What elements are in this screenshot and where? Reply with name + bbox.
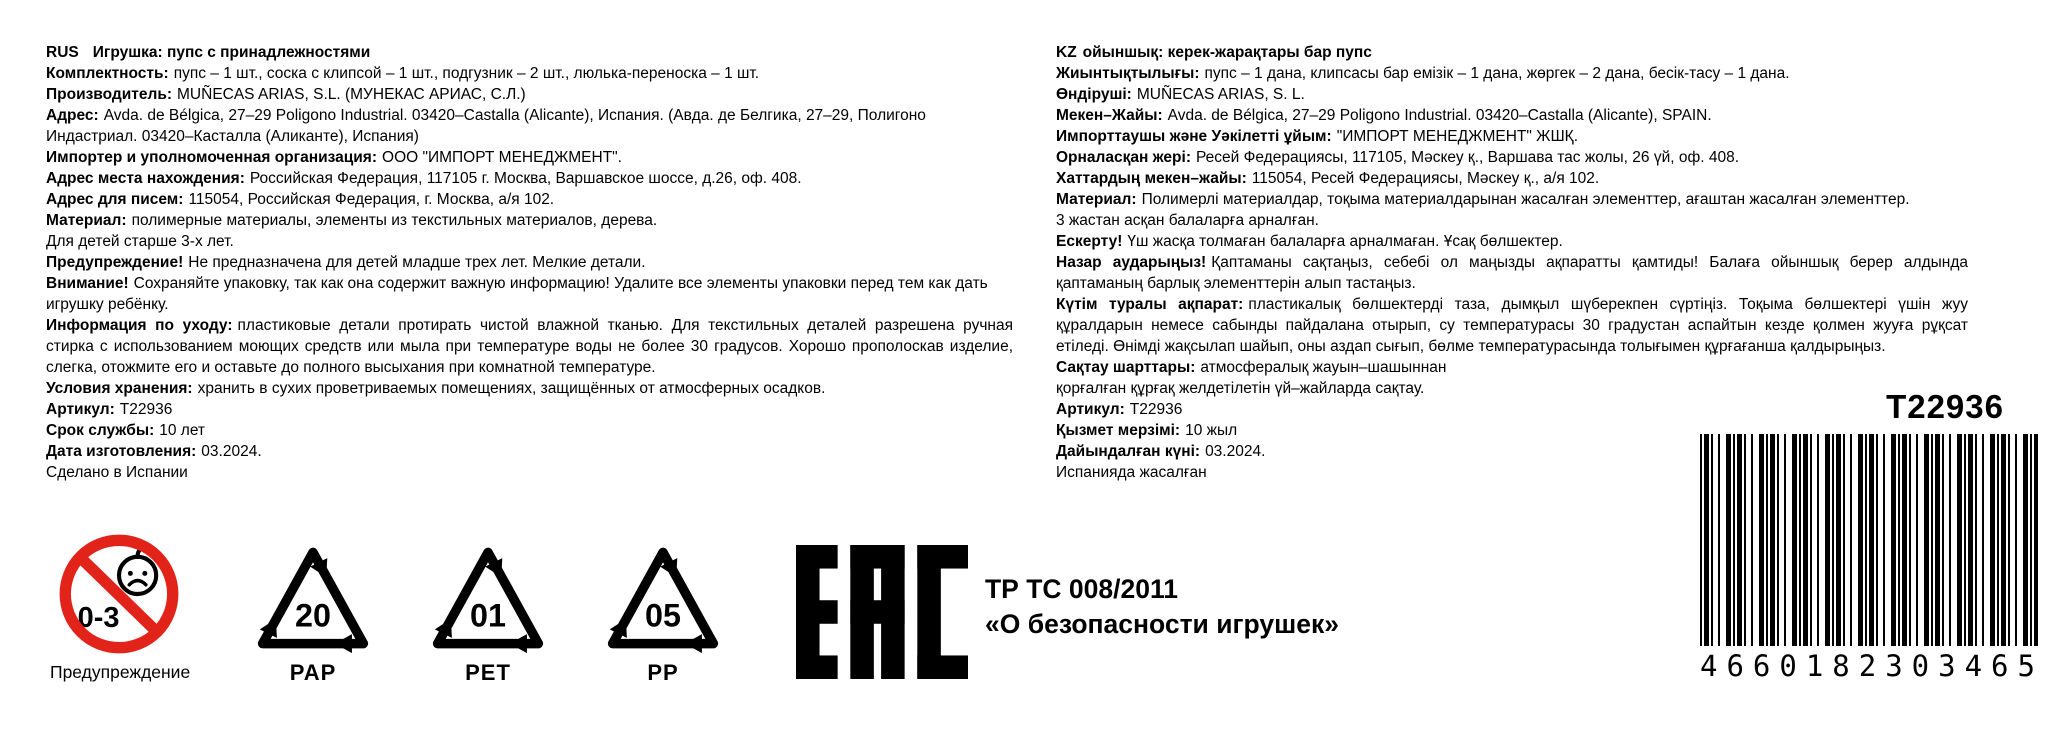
text-line (1056, 189, 1968, 210)
line-text: хранить в сухих проветриваемых помещениях, защищённых от атмосферных осадков. (197, 380, 826, 397)
line-label: Хаттардың мекен–жайы: (1056, 170, 1247, 187)
care-info-paragraph (1056, 294, 1968, 357)
line-label: Внимание! (46, 275, 129, 292)
cert-regulation-number: ТР ТС 008/2011 (985, 574, 1178, 604)
rus-product-title: Игрушка: пупс с принадлежностями (92, 44, 371, 61)
text-line (1056, 84, 1968, 105)
recycling-symbol-pap (238, 541, 388, 686)
text-line (1056, 147, 1968, 168)
text-line (46, 231, 1013, 252)
line-label: Срок службы: (46, 422, 155, 439)
line-text: T22936 (1129, 401, 1183, 418)
line-text: Для детей старше 3-х лет. (46, 233, 234, 250)
text-line (46, 147, 1013, 168)
made-in-line (46, 462, 1013, 483)
line-label: Мекен–Жайы: (1056, 107, 1163, 124)
line-label: Материал: (46, 212, 127, 229)
line-label: Ескерту! (1056, 233, 1123, 250)
line-text: MUÑECAS ARIAS, S. L. (1136, 86, 1305, 103)
recycling-code-text: 01 (470, 597, 506, 634)
article-line (46, 399, 1013, 420)
barcode-digits: 4660182303465 (1700, 649, 2044, 683)
text-line (46, 273, 1013, 315)
text-line (1056, 126, 1968, 147)
cert-regulation-title: «О безопасности игрушек» (985, 609, 1339, 639)
line-label: Импортер и уполномоченная организация: (46, 149, 378, 166)
line-text: "ИМПОРТ МЕНЕДЖМЕНТ" ЖШҚ. (1336, 128, 1579, 145)
line-label: Информация по уходу: (46, 317, 233, 334)
line-text: Не предназначена для детей младше трех лет. Мелкие детали. (188, 254, 646, 271)
line-label: Адрес для писем: (46, 191, 184, 208)
line-text: қорғалған құрғақ желдетілетін үй–жайларда сақтау. (1056, 380, 1425, 397)
line-text: пупс – 1 дана, клипсасы бар емізік – 1 дана, жөргек – 2 дана, бесік-тасу – 1 дана. (1204, 65, 1790, 82)
line-text: Ресей Федерациясы, 117105, Мәскеу қ., Варшава тас жолы, 26 үй, оф. 408. (1195, 149, 1740, 166)
article-number: T22936 (1886, 388, 2004, 425)
care-info-paragraph (46, 315, 1013, 378)
recycling-triangle-icon (595, 541, 731, 655)
barcode-block (1700, 388, 2044, 683)
text-line (1056, 231, 1968, 252)
line-text: Российская Федерация, 117105 г. Москва, Варшавское шоссе, д.26, оф. 408. (249, 170, 802, 187)
text-line (46, 441, 1013, 462)
line-text: Үш жасқа толмаған балаларға арналмаған. Ұсақ бөлшектер. (1127, 233, 1563, 250)
line-text: пластиковые детали протирать чистой влажной тканью. Для текстильных деталей разрешена ручная стирка с использованием моющих средств или мыла при температуре воды не более 30 градусов. Хорошо прополоскав изделие, слегка, отожмите его и оставьте до полного высыхания при комнатной температуре. (46, 317, 1013, 376)
line-text: 03.2024. (1205, 443, 1266, 460)
rus-lang-tag: RUS (46, 44, 79, 61)
line-text: Avda. de Bélgica, 27–29 Poligono Industrial. 03420–Castalla (Alicante), Испания. (Авда. де Белгика, 27–29, Полигоно Индастриал. 03420–Касталла (Аликанте), Испания) (46, 107, 926, 145)
age-warning-0-3-icon (57, 532, 181, 656)
recycling-material-label: PAP (289, 660, 337, 685)
line-text: Сделано в Испании (46, 464, 188, 481)
text-line (1056, 357, 1968, 378)
line-label: Условия хранения: (46, 380, 193, 397)
line-text: 10 лет (159, 422, 206, 439)
line-text: Испанияда жасалған (1056, 464, 1207, 481)
age-range-text: 0-3 (77, 602, 120, 635)
text-line (1056, 210, 1968, 231)
eac-logo-icon (796, 538, 968, 686)
text-line (46, 105, 1013, 147)
text-line (46, 84, 1013, 105)
line-label: Производитель: (46, 86, 173, 103)
kz-title-line (1056, 42, 1968, 63)
text-line (46, 210, 1013, 231)
line-label: Предупреждение! (46, 254, 184, 271)
line-label: Назар аударыңыз! (1056, 254, 1207, 271)
line-label: Орналасқан жері: (1056, 149, 1191, 166)
recycling-material-label: PP (647, 660, 679, 685)
recycling-material-label: PET (465, 660, 511, 685)
barcode-bars (1700, 434, 2038, 646)
line-text: 10 жыл (1185, 422, 1238, 439)
line-text: 115054, Российская Федерация, г. Москва, а/я 102. (188, 191, 555, 208)
line-label: Адрес: (46, 107, 99, 124)
recycling-symbol-pp (588, 541, 738, 686)
line-text: Avda. de Bélgica, 27–29 Poligono Industrial. 03420–Castalla (Alicante), SPAIN. (1167, 107, 1712, 124)
line-label: Дата изготовления: (46, 443, 197, 460)
text-line (46, 189, 1013, 210)
line-label: Материал: (1056, 191, 1137, 208)
rus-title-line (46, 42, 1013, 63)
line-text: 3 жастан асқан балаларға арналған. (1056, 212, 1319, 229)
eac-mark-block (796, 538, 968, 691)
text-line (1056, 168, 1968, 189)
line-label: Қызмет мерзімі: (1056, 422, 1181, 439)
age-warning-caption: Предупреждение (50, 662, 191, 682)
line-text: Полимерлі материалдар, тоқыма материалдарынан жасалған элементтер, ағаштан жасалған элементтер. (1141, 191, 1910, 208)
line-label: Комплектность: (46, 65, 169, 82)
rus-text-column (46, 42, 1013, 483)
line-text: 115054, Ресей Федерациясы, Мәскеу қ., а/я 102. (1251, 170, 1600, 187)
line-label: Жиынтықтылығы: (1056, 65, 1200, 82)
line-text: ООО "ИМПОРТ МЕНЕДЖМЕНТ". (382, 149, 622, 166)
line-text: Сохраняйте упаковку, так как она содержит важную информацию! Удалите все элементы упаковки перед тем как дать игрушку ребёнку. (46, 275, 988, 313)
text-line (46, 378, 1013, 399)
line-text: Қаптаманы сақтаңыз, себебі ол маңызды ақпаратты қамтиды! Балаға ойыншық берер алдында қаптаманың барлық элементтерін алып тастаңыз. (1056, 254, 1968, 292)
line-text: атмосфералық жауын–шашыннан (1200, 359, 1447, 376)
attention-paragraph (1056, 252, 1968, 294)
line-label: Күтім туралы ақпарат: (1056, 296, 1244, 313)
text-line (1056, 105, 1968, 126)
line-text: T22936 (119, 401, 173, 418)
line-text: пластикалық бөлшектерді таза, дымқыл шүберекпен сүртіңіз. Тоқыма бөлшектері үшін жуу құралдарын немесе сабынды пайдалана отырып, су температурасы 30 градустан аспайтын кезде қолмен жууға рұқсат етіледі. Өнімді жақсылап шайып, оны аздап сығып, бөлме температурасында толығымен құрғағанша қалдырыңыз. (1056, 296, 1968, 355)
recycling-triangle-icon (245, 541, 381, 655)
line-label: Импорттаушы және Уәкілетті ұйым: (1056, 128, 1332, 145)
line-label: Артикул: (46, 401, 115, 418)
line-label: Дайындалған күні: (1056, 443, 1201, 460)
recycling-triangle-icon (420, 541, 556, 655)
line-label: Артикул: (1056, 401, 1125, 418)
line-text: 03.2024. (201, 443, 262, 460)
line-text: MUÑECAS ARIAS, S.L. (МУНЕКАС АРИАС, С.Л.) (177, 86, 526, 103)
text-line (46, 252, 1013, 273)
text-line (46, 168, 1013, 189)
line-label: Сақтау шарттары: (1056, 359, 1196, 376)
line-label: Өндіруші: (1056, 86, 1132, 103)
line-text: пупс – 1 шт., соска с клипсой – 1 шт., подгузник – 2 шт., люлька-переноска – 1 шт. (173, 65, 760, 82)
kz-lang-tag: KZ (1056, 44, 1077, 61)
recycling-code-text: 20 (295, 597, 331, 634)
recycling-symbol-pet (413, 541, 563, 686)
recycling-code-text: 05 (645, 597, 681, 634)
line-label: Адрес места нахождения: (46, 170, 245, 187)
age-warning-block (50, 532, 191, 683)
kz-product-title: ойыншық: керек-жарақтары бар пупс (1082, 44, 1372, 61)
certification-text (985, 572, 1339, 642)
text-line (46, 420, 1013, 441)
text-line (1056, 63, 1968, 84)
text-line (46, 63, 1013, 84)
line-text: полимерные материалы, элементы из текстильных материалов, дерева. (131, 212, 658, 229)
